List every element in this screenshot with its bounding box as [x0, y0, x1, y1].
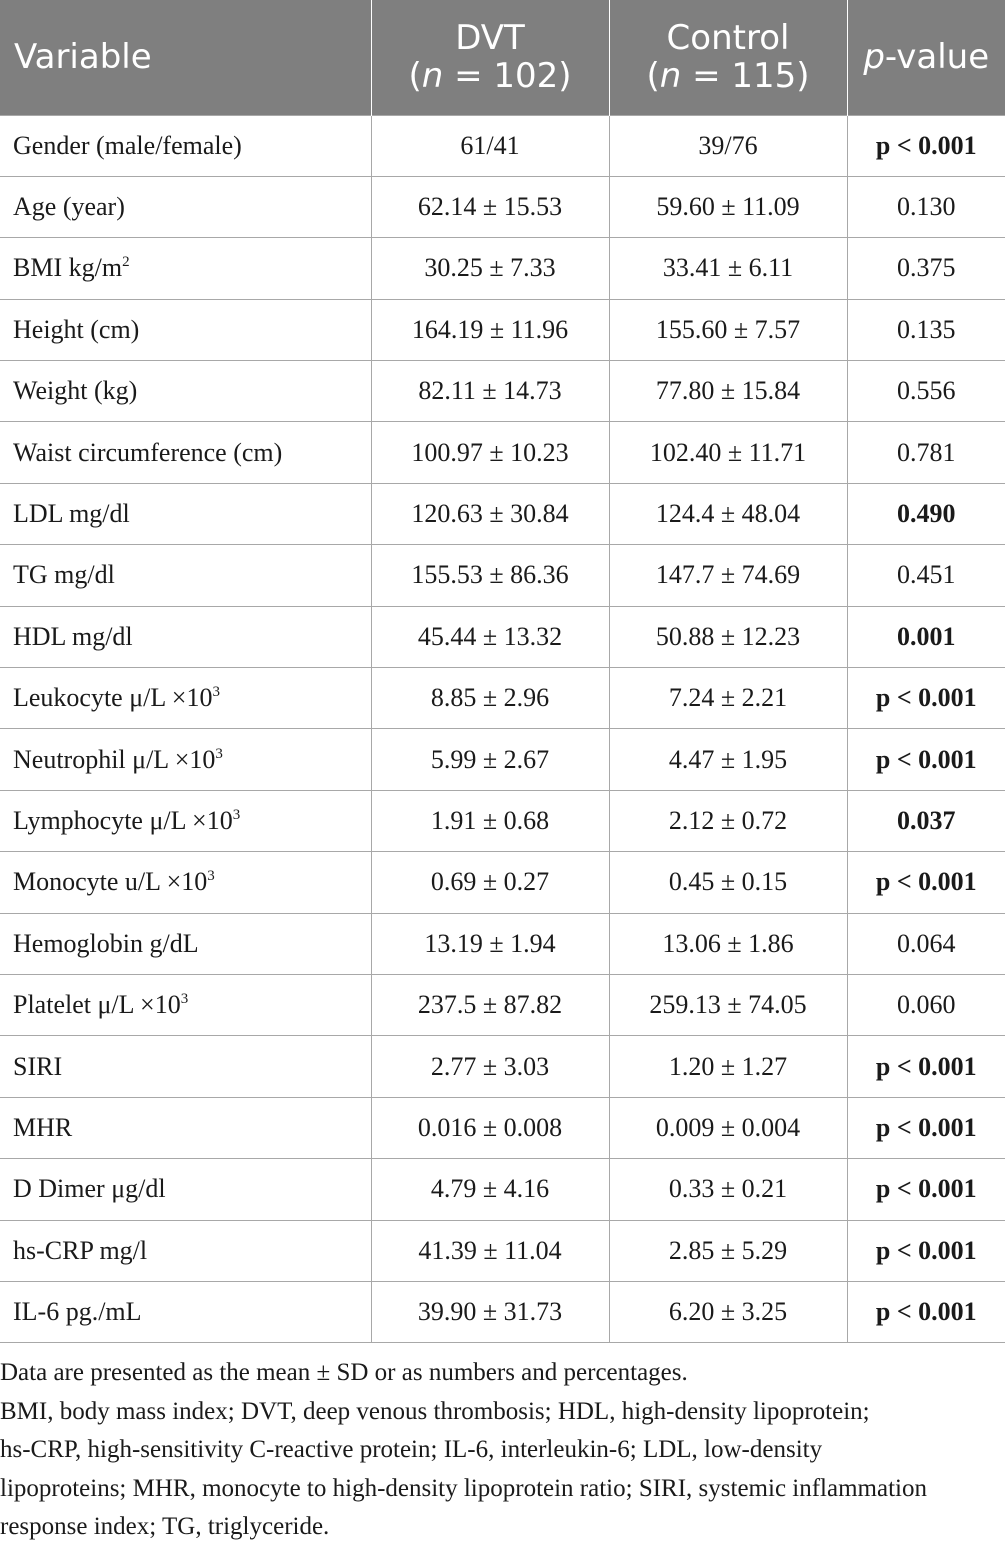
- header-dvt-open: (: [408, 56, 422, 97]
- variable-label: Gender (male/female): [13, 130, 242, 160]
- variable-superscript: 3: [215, 745, 223, 762]
- cell-pvalue: p < 0.001: [847, 1036, 1005, 1097]
- table-row: [0, 1281, 1005, 1342]
- cell-dvt: 13.19 ± 1.94: [371, 913, 609, 974]
- cell-pvalue: 0.490: [847, 483, 1005, 544]
- header-control-open: (: [646, 56, 660, 97]
- cell-variable: [0, 606, 371, 667]
- variable-label: D Dimer μg/dl: [13, 1174, 166, 1204]
- cell-control: 1.20 ± 1.27: [609, 1036, 847, 1097]
- variable-label: Platelet μ/L ×10: [13, 990, 181, 1020]
- cell-variable: [0, 729, 371, 790]
- header-dvt: [371, 0, 609, 115]
- header-dvt-n: n: [421, 56, 444, 97]
- variable-label: hs-CRP mg/l: [13, 1235, 148, 1265]
- table-row: [0, 299, 1005, 360]
- cell-dvt: 4.79 ± 4.16: [371, 1159, 609, 1220]
- cell-variable: [0, 852, 371, 913]
- cell-dvt: 2.77 ± 3.03: [371, 1036, 609, 1097]
- footnote-line: response index; TG, triglyceride.: [0, 1513, 330, 1540]
- cell-variable: [0, 115, 371, 176]
- table-row: [0, 115, 1005, 176]
- cell-control: 124.4 ± 48.04: [609, 483, 847, 544]
- header-dvt-count: = 102): [443, 56, 572, 97]
- cell-control: 2.12 ± 0.72: [609, 790, 847, 851]
- cell-control: 4.47 ± 1.95: [609, 729, 847, 790]
- cell-pvalue: 0.556: [847, 361, 1005, 422]
- cell-dvt: 164.19 ± 11.96: [371, 299, 609, 360]
- cell-variable: [0, 1220, 371, 1281]
- cell-pvalue: 0.064: [847, 913, 1005, 974]
- cell-variable: [0, 790, 371, 851]
- cell-variable: [0, 1159, 371, 1220]
- cell-pvalue: 0.135: [847, 299, 1005, 360]
- cell-control: 155.60 ± 7.57: [609, 299, 847, 360]
- header-control: [609, 0, 847, 115]
- header-pvalue-p: p: [863, 37, 885, 78]
- cell-pvalue: p < 0.001: [847, 668, 1005, 729]
- table-row: [0, 545, 1005, 606]
- cell-pvalue: p < 0.001: [847, 852, 1005, 913]
- cell-pvalue: 0.451: [847, 545, 1005, 606]
- table-row: [0, 238, 1005, 299]
- table-row: [0, 790, 1005, 851]
- footnote-line: BMI, body mass index; DVT, deep venous thrombosis; HDL, high-density lipoprotein;: [0, 1397, 870, 1425]
- cell-pvalue: 0.037: [847, 790, 1005, 851]
- cell-variable: [0, 668, 371, 729]
- variable-superscript: 3: [207, 868, 215, 885]
- cell-variable: [0, 974, 371, 1035]
- header-row: [0, 0, 1005, 115]
- cell-dvt: 0.69 ± 0.27: [371, 852, 609, 913]
- cell-control: 259.13 ± 74.05: [609, 974, 847, 1035]
- cell-dvt: 5.99 ± 2.67: [371, 729, 609, 790]
- cell-control: 50.88 ± 12.23: [609, 606, 847, 667]
- cell-dvt: 62.14 ± 15.53: [371, 176, 609, 237]
- cell-dvt: 237.5 ± 87.82: [371, 974, 609, 1035]
- cell-control: 13.06 ± 1.86: [609, 913, 847, 974]
- cell-control: 33.41 ± 6.11: [609, 238, 847, 299]
- cell-control: 0.45 ± 0.15: [609, 852, 847, 913]
- cell-variable: [0, 422, 371, 483]
- variable-superscript: 3: [232, 806, 241, 823]
- variable-superscript: 3: [180, 991, 189, 1008]
- cell-dvt: 41.39 ± 11.04: [371, 1220, 609, 1281]
- table-row: [0, 483, 1005, 544]
- table-header: [0, 0, 1005, 115]
- variable-label: BMI kg/m: [13, 253, 123, 283]
- cell-pvalue: 0.375: [847, 238, 1005, 299]
- cell-dvt: 155.53 ± 86.36: [371, 545, 609, 606]
- cell-pvalue: p < 0.001: [847, 115, 1005, 176]
- cell-variable: [0, 238, 371, 299]
- variable-label: Monocyte u/L ×10: [13, 867, 208, 897]
- table-row: [0, 422, 1005, 483]
- cell-variable: [0, 1097, 371, 1158]
- variable-superscript: 2: [122, 254, 130, 271]
- cell-control: 2.85 ± 5.29: [609, 1220, 847, 1281]
- variable-label: Waist circumference (cm): [13, 437, 283, 467]
- cell-control: 59.60 ± 11.09: [609, 176, 847, 237]
- cell-pvalue: 0.130: [847, 176, 1005, 237]
- header-pvalue-rest: -value: [884, 37, 990, 78]
- table-row: [0, 1097, 1005, 1158]
- cell-pvalue: p < 0.001: [847, 1097, 1005, 1158]
- cell-control: 147.7 ± 74.69: [609, 545, 847, 606]
- header-control-count: = 115): [681, 56, 810, 97]
- variable-label: TG mg/dl: [13, 560, 115, 590]
- footnote-line: lipoproteins; MHR, monocyte to high-density lipoprotein ratio; SIRI, systemic inflammation: [0, 1474, 927, 1502]
- variable-superscript: 3: [212, 684, 220, 701]
- cell-variable: [0, 299, 371, 360]
- table-body: [0, 115, 1005, 1343]
- cell-pvalue: p < 0.001: [847, 1159, 1005, 1220]
- footnote-line: hs-CRP, high-sensitivity C-reactive protein; IL-6, interleukin-6; LDL, low-density: [0, 1436, 823, 1463]
- cell-control: 0.33 ± 0.21: [609, 1159, 847, 1220]
- table-row: [0, 974, 1005, 1035]
- cell-dvt: 8.85 ± 2.96: [371, 668, 609, 729]
- cell-control: 6.20 ± 3.25: [609, 1281, 847, 1342]
- variable-label: Hemoglobin g/dL: [13, 928, 199, 958]
- footnote-line: Data are presented as the mean ± SD or as numbers and percentages.: [0, 1359, 688, 1386]
- variable-label: IL-6 pg./mL: [13, 1297, 142, 1327]
- cell-pvalue: p < 0.001: [847, 1281, 1005, 1342]
- header-dvt-name: DVT: [455, 18, 525, 59]
- table-row: [0, 1159, 1005, 1220]
- table-row: [0, 913, 1005, 974]
- cell-dvt: 120.63 ± 30.84: [371, 483, 609, 544]
- header-pvalue: [847, 0, 1005, 115]
- cell-pvalue: 0.060: [847, 974, 1005, 1035]
- variable-label: Weight (kg): [13, 376, 138, 406]
- table-row: [0, 668, 1005, 729]
- variable-label: Lymphocyte μ/L ×10: [13, 805, 233, 835]
- cell-pvalue: p < 0.001: [847, 729, 1005, 790]
- variable-label: Age (year): [13, 192, 125, 222]
- variable-label: Height (cm): [13, 314, 140, 344]
- cell-pvalue: p < 0.001: [847, 1220, 1005, 1281]
- header-control-name: Control: [666, 18, 790, 59]
- variable-label: Leukocyte μ/L ×10: [13, 683, 213, 713]
- table-row: [0, 176, 1005, 237]
- variable-label: Neutrophil μ/L ×10: [13, 744, 216, 774]
- cell-dvt: 45.44 ± 13.32: [371, 606, 609, 667]
- cell-dvt: 82.11 ± 14.73: [371, 361, 609, 422]
- table-row: [0, 606, 1005, 667]
- cell-dvt: 39.90 ± 31.73: [371, 1281, 609, 1342]
- cell-pvalue: 0.001: [847, 606, 1005, 667]
- cell-dvt: 0.016 ± 0.008: [371, 1097, 609, 1158]
- cell-control: 7.24 ± 2.21: [609, 668, 847, 729]
- variable-label: SIRI: [13, 1051, 63, 1081]
- cell-control: 0.009 ± 0.004: [609, 1097, 847, 1158]
- cell-dvt: 30.25 ± 7.33: [371, 238, 609, 299]
- variable-label: HDL mg/dl: [13, 621, 133, 651]
- variable-label: MHR: [13, 1112, 73, 1142]
- header-control-n: n: [659, 56, 682, 97]
- table-footnotes: [0, 1354, 1005, 1547]
- cell-variable: [0, 176, 371, 237]
- cell-variable: [0, 913, 371, 974]
- cell-control: 39/76: [609, 115, 847, 176]
- cell-variable: [0, 483, 371, 544]
- cell-dvt: 1.91 ± 0.68: [371, 790, 609, 851]
- cell-variable: [0, 361, 371, 422]
- cell-variable: [0, 1036, 371, 1097]
- cell-pvalue: 0.781: [847, 422, 1005, 483]
- cell-control: 77.80 ± 15.84: [609, 361, 847, 422]
- cell-variable: [0, 545, 371, 606]
- table-row: [0, 852, 1005, 913]
- cell-variable: [0, 1281, 371, 1342]
- table-row: [0, 361, 1005, 422]
- table-row: [0, 1220, 1005, 1281]
- cell-control: 102.40 ± 11.71: [609, 422, 847, 483]
- table-row: [0, 1036, 1005, 1097]
- cell-dvt: 100.97 ± 10.23: [371, 422, 609, 483]
- header-variable: Variable: [0, 0, 371, 115]
- cell-dvt: 61/41: [371, 115, 609, 176]
- variable-label: LDL mg/dl: [13, 499, 130, 529]
- table-row: [0, 729, 1005, 790]
